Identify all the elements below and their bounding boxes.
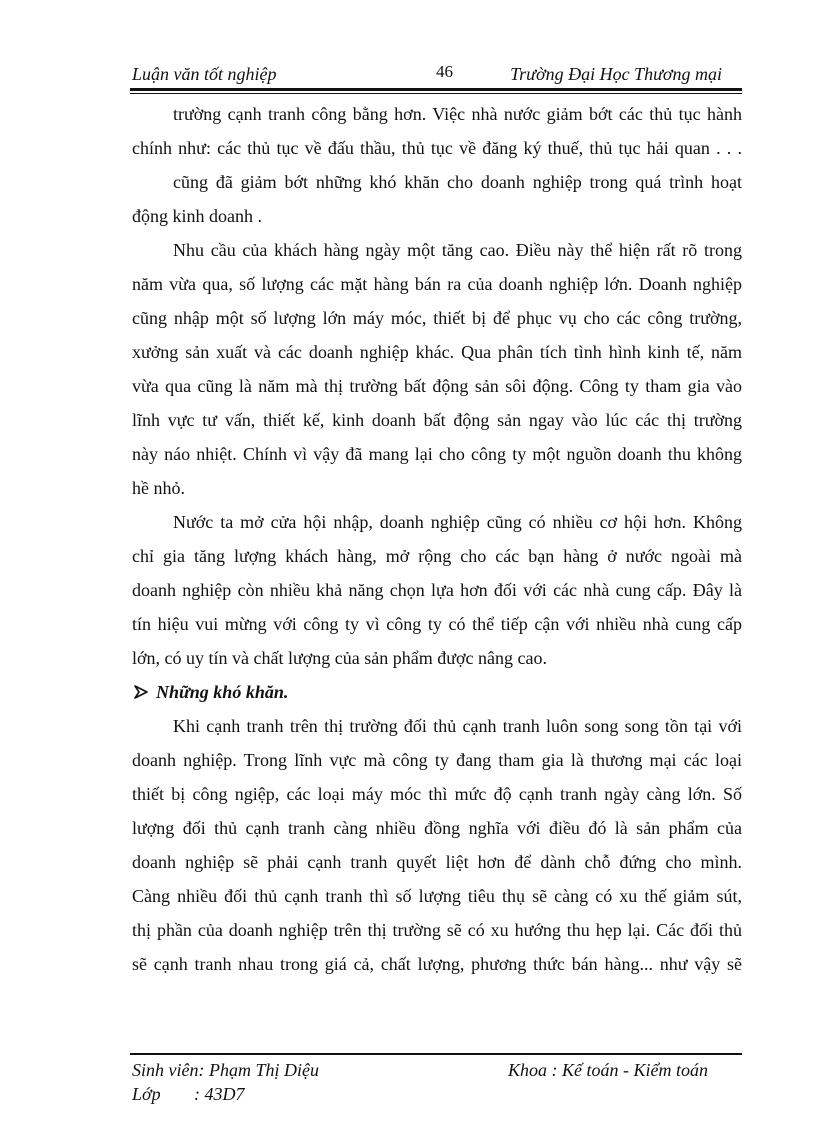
page-header bbox=[132, 58, 722, 88]
text-line: thiết bị công ngiệp, các loại máy móc thì mức độ cạnh tranh ngày càng lớn. Số bbox=[132, 784, 742, 804]
header-rule-thin bbox=[130, 93, 742, 94]
text-line: năm vừa qua, số lượng các mặt hàng bán ra của doanh nghiệp lớn. Doanh nghiệp bbox=[132, 274, 742, 294]
footer-class-value: : 43D7 bbox=[194, 1084, 245, 1104]
text-line: này náo nhiệt. Chính vì vậy đã mang lại cho công ty một nguồn doanh thu không bbox=[132, 444, 742, 464]
footer-rule bbox=[130, 1053, 742, 1055]
footer-class-label: Lớp bbox=[132, 1084, 161, 1104]
text-line: doanh nghiệp. Trong lĩnh vực mà công ty đang tham gia là thương mại các loại bbox=[132, 750, 742, 770]
text-line: lượng đối thủ cạnh tranh càng nhiều đồng nghĩa với điều đó là sản phẩm của bbox=[132, 818, 742, 838]
arrow-bullet-icon bbox=[134, 685, 148, 699]
text-line: chính như: các thủ tục về đấu thầu, thủ tục về đăng ký thuế, thủ tục hải quan . . . bbox=[132, 138, 742, 158]
text-line: cũng đã giảm bớt những khó khăn cho doanh nghiệp trong quá trình hoạt bbox=[173, 172, 742, 192]
header-thesis-title: Luận văn tốt nghiệp bbox=[132, 64, 277, 84]
text-line: tín hiệu vui mừng với công ty vì công ty có thể tiếp cận với nhiều nhà cung cấp bbox=[132, 614, 742, 634]
text-line: động kinh doanh . bbox=[132, 206, 262, 226]
section-heading bbox=[134, 680, 744, 704]
text-line: chỉ gia tăng lượng khách hàng, mở rộng cho các bạn hàng ở nước ngoài mà bbox=[132, 546, 742, 566]
footer-student: Sinh viên: Phạm Thị Diệu bbox=[132, 1060, 319, 1080]
text-line: Nhu cầu của khách hàng ngày một tăng cao. Điều này thể hiện rất rõ trong bbox=[173, 240, 742, 260]
text-line: doanh nghiệp sẽ phải cạnh tranh quyết liệt hơn để dành chỗ đứng cho mình. bbox=[132, 852, 742, 872]
text-line: trường cạnh tranh công bằng hơn. Việc nhà nước giảm bớt các thủ tục hành bbox=[173, 104, 742, 124]
footer-faculty: Khoa : Kế toán - Kiểm toán bbox=[508, 1060, 708, 1080]
text-line: thị phần của doanh nghiệp trên thị trường sẽ có xu hướng thu hẹp lại. Các đối thủ bbox=[132, 920, 742, 940]
text-line: vừa qua cũng là năm mà thị trường bất động sản sôi động. Công ty tham gia vào bbox=[132, 376, 742, 396]
page-number: 46 bbox=[436, 62, 453, 81]
text-line: Khi cạnh tranh trên thị trường đối thủ cạnh tranh luôn song song tồn tại với bbox=[173, 716, 742, 736]
text-line: cũng nhập một số lượng lớn máy móc, thiết bị để phục vụ cho các công trường, bbox=[132, 308, 742, 328]
header-rule bbox=[130, 88, 742, 91]
text-line: lĩnh vực tư vấn, thiết kế, kinh doanh bất động sản ngay vào lúc các thị trường bbox=[132, 410, 742, 430]
text-line: lớn, có uy tín và chất lượng của sản phẩm được nâng cao. bbox=[132, 648, 547, 668]
text-line: sẽ cạnh tranh nhau trong giá cả, chất lượng, phương thức bán hàng... như vậy sẽ bbox=[132, 954, 742, 974]
text-line: Nước ta mở cửa hội nhập, doanh nghiệp cũng có nhiều cơ hội hơn. Không bbox=[173, 512, 742, 532]
section-heading-text: Những khó khăn. bbox=[156, 682, 289, 702]
text-line: Càng nhiều đối thủ cạnh tranh thì số lượng tiêu thụ sẽ càng có xu thế giảm sút, bbox=[132, 886, 742, 906]
text-line: hề nhỏ. bbox=[132, 478, 185, 498]
text-line: doanh nghiệp còn nhiều khả năng chọn lựa hơn đối với các nhà cung cấp. Đây là bbox=[132, 580, 742, 600]
text-line: xưởng sản xuất và các doanh nghiệp khác. Qua phân tích tình hình kinh tế, năm bbox=[132, 342, 742, 362]
header-university: Trường Đại Học Thương mại bbox=[510, 64, 722, 84]
